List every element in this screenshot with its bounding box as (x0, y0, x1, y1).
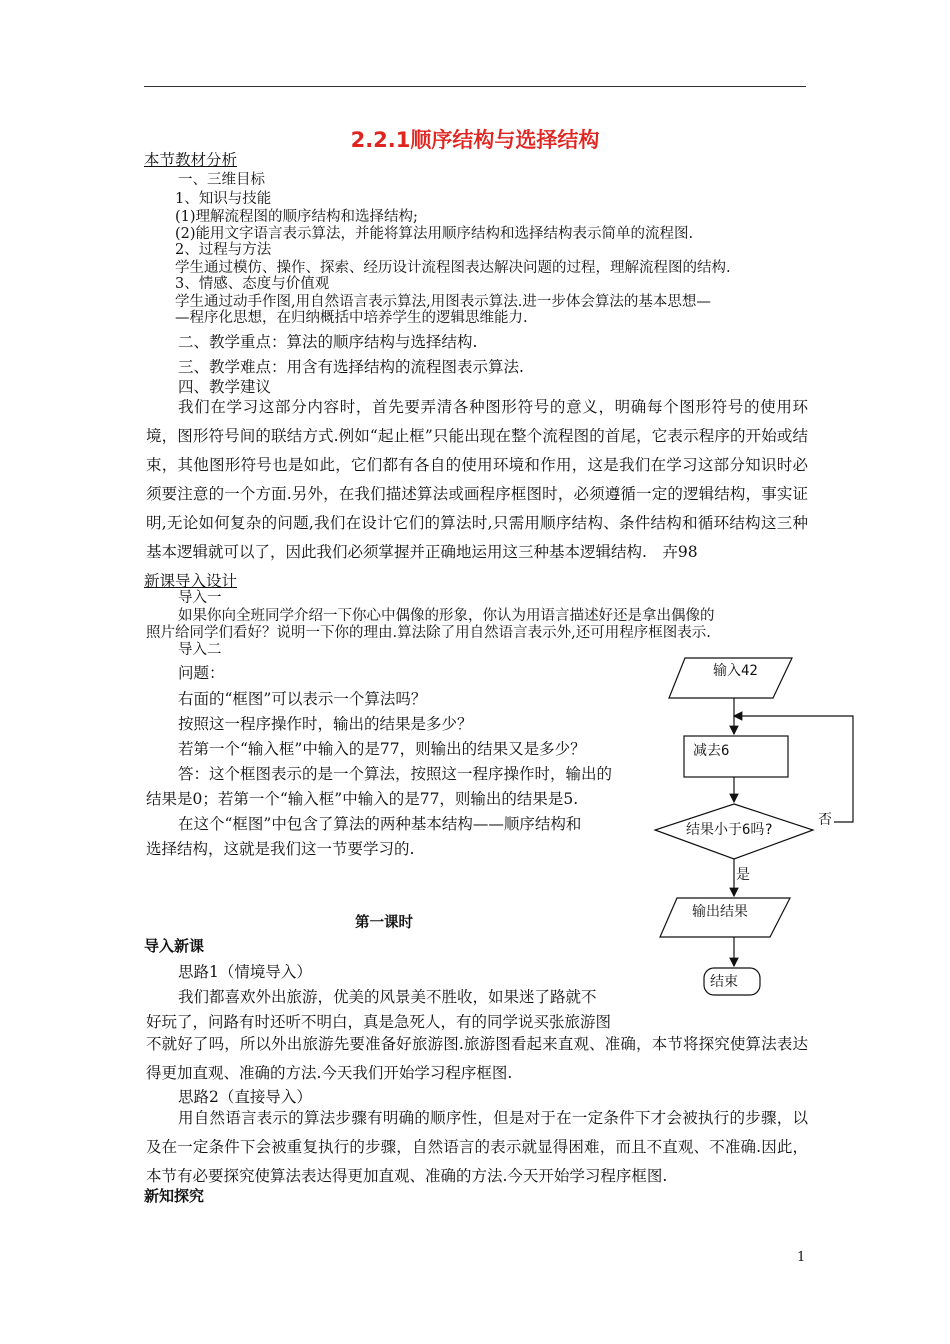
question-1: 右面的“框图”可以表示一个算法吗？ (178, 690, 427, 708)
question-2: 按照这一程序操作时，输出的结果是多少？ (178, 715, 473, 733)
page-title: 2.2.1顺序结构与选择结构 (350, 128, 600, 152)
answer-line-2: 结果是0；若第一个“输入框”中输入的是77，则输出的结果是5. (146, 790, 579, 808)
knowledge-item-1: (1)理解流程图的顺序结构和选择结构; (175, 209, 418, 225)
suggestion-heading: 四、教学建议 (178, 378, 272, 396)
question-3: 若第一个“输入框”中输入的是77，则输出的结果又是多少？ (178, 740, 586, 758)
intro-one-line-1: 如果你向全班同学介绍一下你心中偶像的形象，你认为用语言描述好还是拿出偶像的 (178, 608, 715, 624)
flowchart (640, 640, 870, 1002)
process-text: 学生通过模仿、操作、探索、经历设计流程图表达解决问题的过程，理解流程图的结构. (175, 260, 731, 276)
idea-2-heading: 思路2（直接导入） (178, 1088, 312, 1106)
goal-heading: 一、三维目标 (178, 172, 265, 188)
idea-1-heading: 思路1（情境导入） (178, 963, 312, 981)
page-number: 1 (797, 1250, 806, 1265)
answer-line-1: 答：这个框图表示的是一个算法，按照这一程序操作时，输出的 (178, 765, 613, 783)
flow-yes-label: 是 (736, 867, 750, 883)
knowledge-item-2: (2)能用文字语言表示算法，并能将算法用顺序结构和选择结构表示简单的流程图. (175, 226, 694, 242)
idea-2-paragraph: 用自然语言表示的算法步骤有明确的顺序性，但是对于在一定条件下才会被执行的步骤，以及在一定条件下会被重复执行的步骤，自然语言的表示就显得困难，而且不直观、不准确.因此，本节有必要探究使算法表达得更加直观、准确的方法.今天开始学习程序框图. (146, 1109, 808, 1185)
flow-no-label: 否 (818, 812, 832, 828)
idea-1-line-3: 不就好了吗，所以外出旅游先要准备好旅游图.旅游图看起来直观、准确，本节将探究使算法表达得更加直观、准确的方法.今天我们开始学习程序框图. (146, 1035, 808, 1082)
attitude-text-1: 学生通过动手作图,用自然语言表示算法,用图表示算法.进一步体会算法的基本思想— (175, 294, 711, 310)
lesson-heading: 第一课时 (355, 914, 413, 931)
flow-output-text: 输出结果 (692, 904, 748, 920)
section-heading-analysis: 本节教材分析 (144, 151, 238, 169)
conclusion-line-2: 选择结构，这就是我们这一节要学习的. (146, 840, 415, 858)
idea-1-line-1: 我们都喜欢外出旅游，优美的风景美不胜收，如果迷了路就不 (178, 988, 597, 1006)
knowledge-heading: 1、知识与技能 (175, 191, 272, 207)
flow-end-text: 结束 (710, 974, 738, 990)
section-heading-intro: 新课导入设计 (144, 572, 238, 590)
intro-one-heading: 导入一 (178, 590, 222, 606)
idea-1-line-2: 好玩了，问路有时还听不明白，真是急死人，有的同学说买张旅游图 (146, 1013, 612, 1031)
flow-process-text: 减去6 (693, 743, 730, 759)
intro-two-heading: 导入二 (178, 642, 222, 658)
intro-one-line-2: 照片给同学们看好？说明一下你的理由.算法除了用自然语言表示外,还可用程序框图表示. (146, 625, 711, 641)
header-rule (144, 86, 806, 87)
attitude-text-2: —程序化思想，在归纳概括中培养学生的逻辑思维能力. (175, 310, 528, 326)
conclusion-line-1: 在这个“框图”中包含了算法的两种基本结构——顺序结构和 (178, 815, 582, 833)
explore-heading: 新知探究 (144, 1187, 205, 1205)
new-lesson-heading: 导入新课 (144, 937, 205, 955)
process-heading: 2、过程与方法 (175, 242, 272, 258)
flow-input-text: 输入42 (713, 663, 758, 679)
suggestion-paragraph: 我们在学习这部分内容时，首先要弄清各种图形符号的意义，明确每个图形符号的使用环境，图形符号间的联结方式.例如“起止框”只能出现在整个流程图的首尾，它表示程序的开始或结束，其他图形符号也是如此，它们都有各自的使用环境和作用，这是我们在学习这部分知识时必须要注意的一个方面.另外，在我们描述算法或画程序框图时，必须遵循一定的逻辑结构，事实证明,无论如何复杂的问题,我们在设计它们的算法时,只需用顺序结构、条件结构和循环结构这三种基本逻辑就可以了，因此我们必须掌握并正确地运用这三种基本逻辑结构. 卉98 (146, 398, 808, 561)
key-point: 二、教学重点：算法的顺序结构与选择结构. (178, 333, 478, 351)
difficult-point: 三、教学难点：用含有选择结构的流程图表示算法. (178, 358, 524, 376)
flow-decision-text: 结果小于6吗? (686, 822, 773, 838)
question-label: 问题： (178, 664, 225, 682)
attitude-heading: 3、情感、态度与价值观 (175, 276, 330, 292)
